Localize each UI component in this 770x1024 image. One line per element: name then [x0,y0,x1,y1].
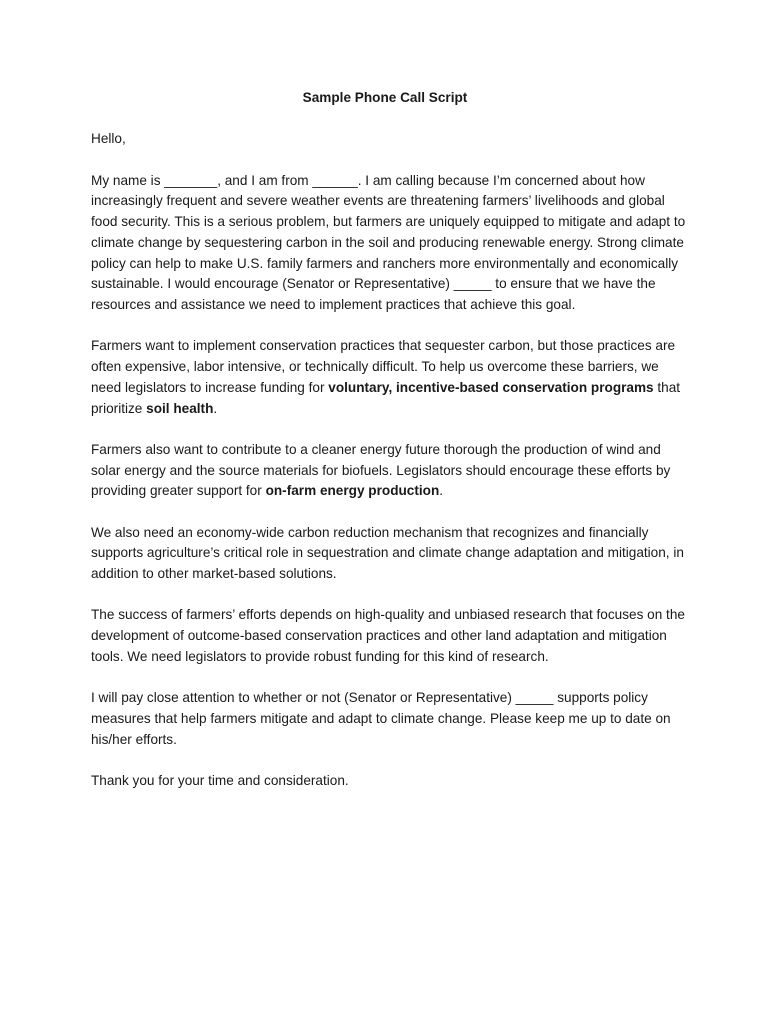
paragraph-research: The success of farmers’ efforts depends on high-quality and unbiased research that focuses on the development of outcome-based conservation practices and other land adaptation and mitigation tools. We need legislators to provide robust funding for this kind of research. [91,607,685,664]
paragraph-conservation-bold-programs: voluntary, incentive-based conservation programs [328,379,654,395]
paragraph-energy [91,440,691,502]
closing: Thank you for your time and consideration. [91,773,349,789]
paragraph-carbon-mechanism: We also need an economy-wide carbon reduction mechanism that recognizes and financially supports agriculture’s critical role in sequestration and climate change adaptation and mitigation, in addition to other market-based solutions. [91,524,684,582]
paragraph-introduction: My name is _______, and I am from ______. I am calling because I’m concerned about how increasingly frequent and severe weather events are threatening farmers’ livelihoods and global food security. This is a serious problem, but farmers are uniquely equipped to mitigate and adapt to climate change by sequestering carbon in the soil and producing renewable energy. Strong climate policy can help to make U.S. family farmers and ranchers more environmentally and economically sustainable. I would encourage (Senator or Representative) _____ to ensure that we have the resources and assistance we need to implement practices that achieve this goal. [91,172,686,312]
paragraph-energy-bold-on-farm: on-farm energy production [265,483,440,499]
paragraph-energy-text-1: Farmers also want to contribute to a cleaner energy future thorough the production of wind and solar energy and the source materials for biofuels. Legislators should encourage these efforts by providing greater support for [91,441,671,499]
paragraph-attention: I will pay close attention to whether or not (Senator or Representative) _____ supports policy measures that help farmers mitigate and adapt to climate change. Please keep me up to date on his/her efforts. [91,690,671,747]
paragraph-conservation-text-3: . [213,400,218,416]
document-title: Sample Phone Call Script [302,90,468,105]
paragraph-conservation [91,336,691,419]
paragraph-conservation-text-1: Farmers want to implement conservation practices that sequester carbon, but those practices are often expensive, labor intensive, or technically difficult. To help us overcome these barriers, we need legislators to increase funding for [91,338,676,395]
paragraph-energy-text-2: . [439,483,444,499]
document-body [91,88,691,812]
paragraph-conservation-text-2: that prioritize [91,379,681,416]
greeting: Hello, [91,131,126,147]
paragraph-conservation-bold-soil-health: soil health [146,400,214,416]
